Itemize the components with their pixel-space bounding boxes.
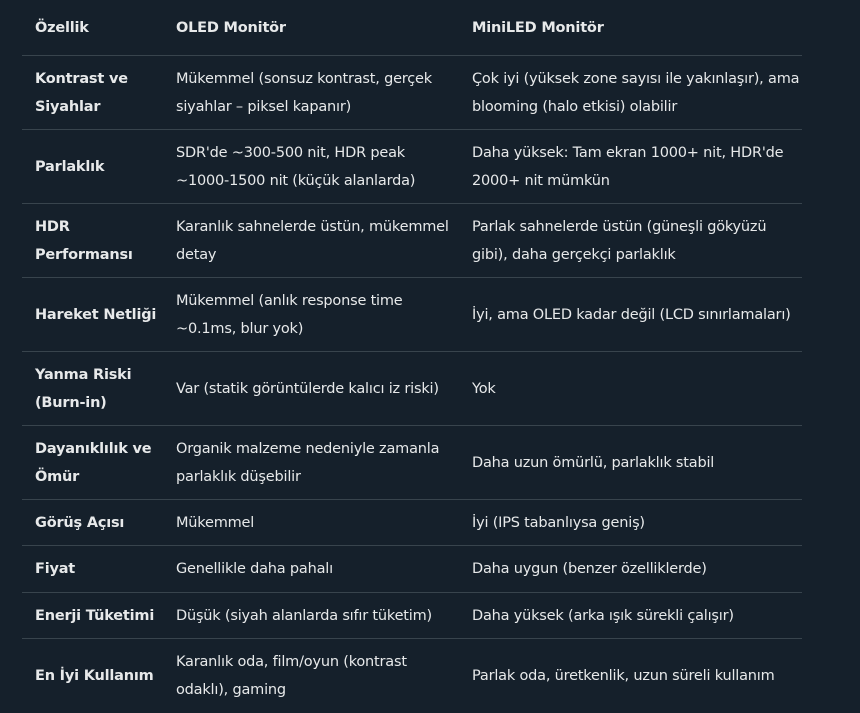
table-row — [22, 204, 802, 278]
miniled-cell: Daha yüksek (arka ışık sürekli çalışır) — [472, 607, 734, 624]
table-header-row — [22, 0, 802, 56]
miniled-cell: Çok iyi (yüksek zone sayısı ile yakınlaşır), ama blooming (halo etkisi) olabilir — [472, 70, 800, 115]
header-feature: Özellik — [35, 19, 89, 36]
miniled-cell: Daha uygun (benzer özelliklerde) — [472, 561, 707, 577]
feature-cell: HDR Performansı — [35, 218, 133, 263]
feature-cell: Görüş Açısı — [35, 514, 125, 531]
oled-cell: Organik malzeme nedeniyle zamanla parlaklık düşebilir — [176, 440, 440, 485]
miniled-cell: İyi, ama OLED kadar değil (LCD sınırlamaları) — [472, 306, 791, 323]
oled-cell: Genellikle daha pahalı — [176, 561, 333, 577]
table-row — [22, 130, 802, 204]
miniled-cell: Yok — [472, 380, 496, 397]
oled-cell: Mükemmel (sonsuz kontrast, gerçek siyahlar – piksel kapanır) — [176, 70, 432, 115]
oled-cell: Karanlık oda, film/oyun (kontrast odaklı), gaming — [176, 654, 407, 698]
feature-cell: En İyi Kullanım — [35, 668, 154, 684]
table-row — [22, 500, 802, 546]
oled-cell: Mükemmel — [176, 514, 255, 531]
miniled-cell: Parlak oda, üretkenlik, uzun süreli kullanım — [472, 668, 775, 684]
feature-cell: Kontrast ve Siyahlar — [35, 70, 128, 115]
oled-cell: Düşük (siyah alanlarda sıfır tüketim) — [176, 607, 432, 624]
header-miniled: MiniLED Monitör — [472, 19, 604, 36]
table-row — [22, 546, 802, 593]
feature-cell: Yanma Riski (Burn-in) — [35, 366, 132, 411]
comparison-table — [22, 0, 802, 713]
header-oled: OLED Monitör — [176, 19, 286, 36]
feature-cell: Parlaklık — [35, 158, 105, 175]
table-row — [22, 593, 802, 639]
feature-cell: Dayanıklılık ve Ömür — [35, 440, 152, 485]
oled-cell: SDR'de ~300-500 nit, HDR peak ~1000-1500 nit (küçük alanlarda) — [176, 144, 416, 189]
table-row — [22, 426, 802, 500]
feature-cell: Hareket Netliği — [35, 306, 157, 323]
feature-cell: Fiyat — [35, 561, 76, 577]
table-row — [22, 352, 802, 426]
miniled-cell: Parlak sahnelerde üstün (güneşli gökyüzü gibi), daha gerçekçi parlaklık — [472, 218, 767, 263]
oled-cell: Var (statik görüntülerde kalıcı iz riski) — [176, 380, 439, 397]
table-row — [22, 56, 802, 130]
oled-cell: Karanlık sahnelerde üstün, mükemmel detay — [176, 218, 449, 263]
oled-cell: Mükemmel (anlık response time ~0.1ms, blur yok) — [176, 292, 403, 337]
miniled-cell: Daha yüksek: Tam ekran 1000+ nit, HDR'de 2000+ nit mümkün — [472, 144, 784, 189]
miniled-cell: İyi (IPS tabanlıysa geniş) — [472, 514, 645, 531]
miniled-cell: Daha uzun ömürlü, parlaklık stabil — [472, 454, 715, 471]
table-row — [22, 639, 802, 713]
table-row — [22, 278, 802, 352]
feature-cell: Enerji Tüketimi — [35, 607, 155, 624]
